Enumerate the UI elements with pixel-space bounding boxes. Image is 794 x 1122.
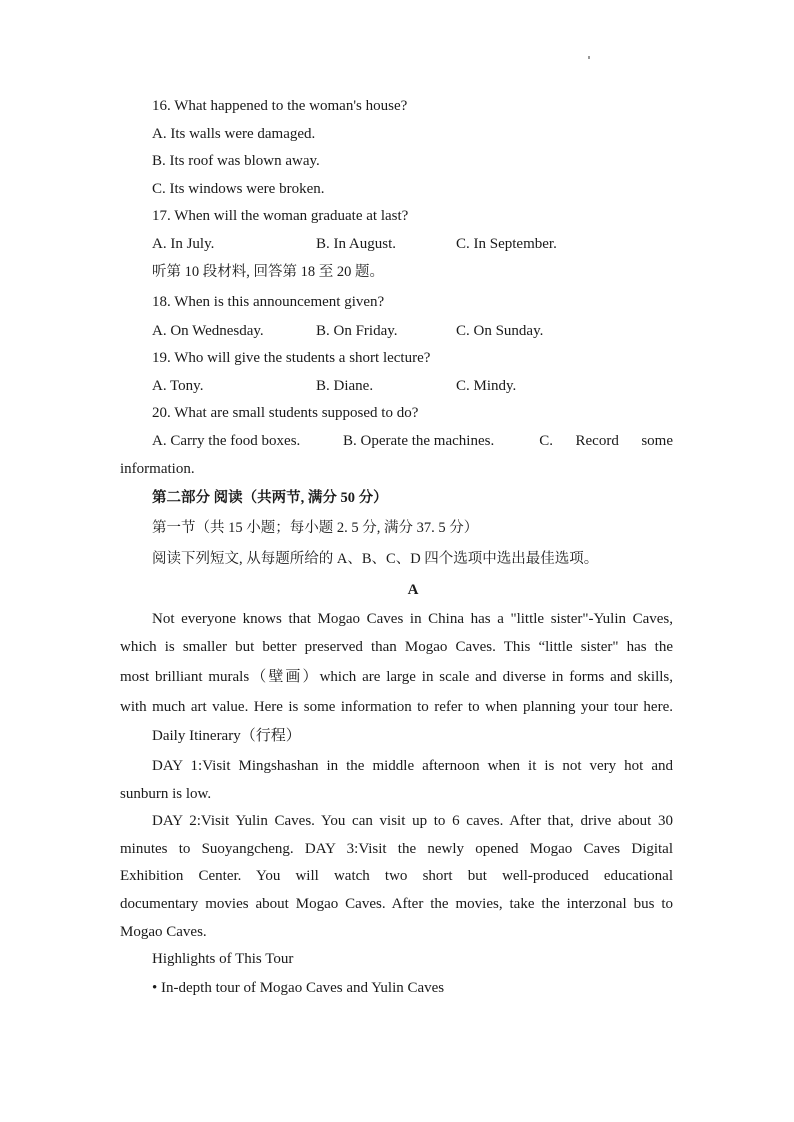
listening-instruction: 听第 10 段材料, 回答第 18 至 20 题。 [152,264,384,280]
day2-line1: DAY 2:Visit Yulin Caves. You can visit up to 6 caves. After that, drive about 30 [152,813,673,829]
day2-line2: minutes to Suoyangcheng. DAY 3:Visit the newly opened Mogao Caves Digital [120,841,673,857]
day1-line2: sunburn is low. [120,786,212,802]
scan-speck [588,56,590,59]
q18-option-a: A. On Wednesday. [152,323,264,339]
passage-p1-line2: which is smaller but better preserved than Mogao Caves. This “little sister" has the [120,639,673,655]
q19-option-b: B. Diane. [316,378,374,394]
question-16: 16. What happened to the woman's house? [152,98,408,114]
q18-option-b: B. On Friday. [316,323,398,339]
passage-p1-line4: with much art value. Here is some information to refer to when planning your tour here. [120,699,673,715]
day2-line3: Exhibition Center. You will watch two short but well-produced educational [120,868,673,884]
reading-instruction: 阅读下列短文, 从每题所给的 A、B、C、D 四个选项中选出最佳选项。 [152,551,599,567]
q16-option-b: B. Its roof was blown away. [152,153,320,169]
q17-option-a: A. In July. [152,236,215,252]
part2-heading: 第二部分 阅读（共两节, 满分 50 分） [152,490,388,506]
q18-option-c: C. On Sunday. [456,323,544,339]
question-19: 19. Who will give the students a short lecture? [152,350,431,366]
q19-option-a: A. Tony. [152,378,204,394]
q20-option-c: C. Record some [539,433,673,449]
question-18: 18. When is this announcement given? [152,294,385,310]
q19-option-c: C. Mindy. [456,378,517,394]
question-17: 17. When will the woman graduate at last? [152,208,409,224]
q20-option-c-cont: information. [120,461,195,477]
q20-option-a: A. Carry the food boxes. [152,433,301,449]
passage-letter: A [407,582,419,598]
highlight-item: • In-depth tour of Mogao Caves and Yulin Caves [152,980,445,996]
q17-option-c: C. In September. [456,236,557,252]
day2-line4: documentary movies about Mogao Caves. After the movies, take the interzonal bus to [120,896,673,912]
question-20: 20. What are small students supposed to do? [152,405,419,421]
day1-line1: DAY 1:Visit Mingshashan in the middle afternoon when it is not very hot and [152,758,673,774]
q17-option-b: B. In August. [316,236,397,252]
q16-option-a: A. Its walls were damaged. [152,126,316,142]
passage-p1-line3: most brilliant murals（壁画）which are large in scale and diverse in forms and skills, [120,669,673,685]
section1-heading: 第一节（共 15 小题；每小题 2. 5 分, 满分 37. 5 分） [152,520,479,536]
itinerary-title: Daily Itinerary（行程） [152,728,301,744]
highlights-title: Highlights of This Tour [152,951,294,967]
day2-line5: Mogao Caves. [120,924,207,940]
q20-option-b: B. Operate the machines. [343,433,495,449]
passage-p1-line1: Not everyone knows that Mogao Caves in China has a "little sister"-Yulin Caves, [152,611,673,627]
q16-option-c: C. Its windows were broken. [152,181,325,197]
